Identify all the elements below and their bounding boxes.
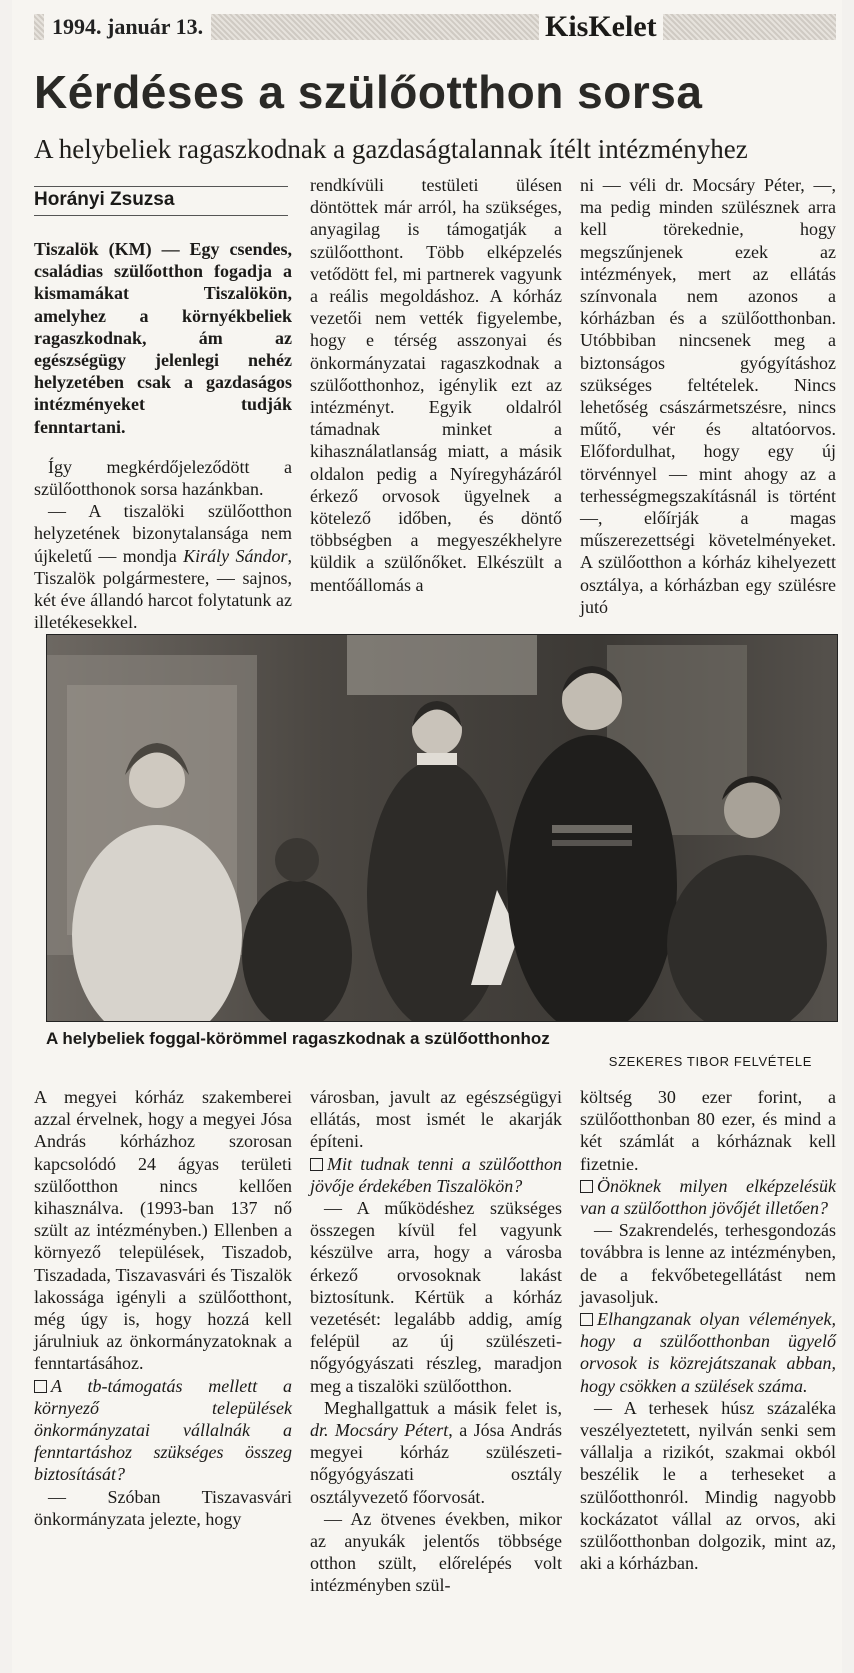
text: Meghallgattuk a másik felet is,: [324, 1397, 562, 1418]
subheadline: A helybeliek ragaszkodnak a gazdaságtalannak ítélt intézményhez: [34, 134, 748, 164]
interview-question: [580, 1175, 836, 1219]
paragraph: — Szakrendelés, terhesgondozás továbbra is lenne az intézményben, de a fekvőbetegellátást nem javasoljuk.: [580, 1220, 836, 1307]
paragraph: [34, 500, 292, 633]
question-box-icon: [580, 1313, 593, 1326]
headline: Kérdéses a szülőotthon sorsa: [34, 66, 703, 118]
paragraph: — A működéshez szükséges összegen kívül fel vagyunk készülve arra, hogy a városba érkező orvosoknak lakást biztosítunk. Kértük a kórház vezetését: legalább addig, amíg felépül az új szülészeti-nőgyógyászati részleg, maradjon meg a tiszalöki szülőotthon.: [310, 1198, 562, 1396]
person-name: dr. Mocsáry Pétert: [310, 1420, 449, 1441]
paragraph: — Az ötvenes években, mikor az anyukák jelentős többsége otthon szült, előrelépés volt intézményben szül-: [310, 1508, 562, 1596]
text: A tb-támogatás mellett a környező települések önkormányzatai vállalnák a fenntartáshoz szükséges összeg biztosítását?: [34, 1375, 292, 1485]
byline: Horányi Zsuzsa: [34, 186, 288, 216]
newspaper-page: [12, 0, 842, 1673]
column-1-bottom: [34, 1086, 292, 1530]
text: A megyei kórház szakemberei azzal érvelnek, hogy a megyei Jósa András kórházhoz szorosan kapcsolódó 24 ágyas területi szülőotthon nincs kellően kihasználva. (1993-ban 137 nő szült az intézményben.) Ellenben a környező települések, Tiszadob, Tiszadada, Tiszavasvári és Tiszalök lakossága igényli a szülőotthont, még úgy is, hogy hozzá kell járulniuk az önkormányzatoknak a fenntartásához.: [34, 1087, 292, 1374]
paragraph: városban, javult az egészségügyi ellátás, most ismét le akarják építeni.: [310, 1087, 562, 1152]
text: — A tiszalöki szülőotthon helyzetének bizonytalansága nem újkeletű — mondja: [34, 501, 292, 566]
column-3-bottom: [580, 1086, 836, 1574]
publication-date: 1994. január 13.: [44, 14, 211, 40]
text: Mit tudnak tenni a szülőotthon jövője érdekében Tiszalökön?: [310, 1153, 562, 1196]
question-box-icon: [34, 1380, 47, 1393]
column-2-top: [310, 174, 562, 596]
masthead: [34, 8, 836, 44]
text: , a Jósa András megyei kórház szülészeti-nőgyógyászati osztály osztályvezető főorvosát.: [310, 1420, 562, 1507]
paragraph: — Szóban Tiszavasvári önkormányzata jelezte, hogy: [34, 1486, 292, 1529]
question-box-icon: [580, 1180, 593, 1193]
column-2-bottom: [310, 1086, 562, 1597]
paragraph: [34, 1086, 292, 1375]
newspaper-brand: KisKelet: [539, 8, 663, 46]
text: , Tiszalök polgármestere, — sajnos, két éve állandó harcot folytatunk az illetékesekkel.: [34, 545, 292, 633]
lead-paragraph: Tiszalök (KM) — Egy csendes, családias szülőotthon fogadja a kismamákat Tiszalökön, amelyhez a környékbeliek ragaszkodnak, ám az egészségügy jelenlegi nehéz helyzetében csak a gazdaságos intézményeket tudják fenntartani.: [34, 239, 292, 437]
photo-credit: SZEKERES TIBOR FELVÉTELE: [608, 1054, 812, 1069]
paragraph: ni — véli dr. Mocsáry Péter, —, ma pedig minden szülésznek arra kell törekednie, hogy megszűnjenek ezek az intézmények, mert az ellátás színvonala nem azonos a kórházban és a szülőotthonban. Utóbbiban nincsenek meg a biztonságos gyógyításhoz szükséges feltételek. Nincs lehetőség császármetszésre, nincs műtő, vér és altatóorvos. Előfordulhat, hogy egy új törvénnyel — mint ahogy az a terhességmegszakításnál is történt —, előírják a magas műszerezettségi követelményeket. A szülőotthon a kórház kihelyezett osztálya, a kórházban egy szülésre jutó: [580, 175, 836, 617]
question-box-icon: [310, 1158, 323, 1171]
column-3-top: [580, 174, 836, 618]
interview-question: [34, 1375, 292, 1486]
photo-illustration: [47, 635, 837, 1021]
paragraph: — A terhesek húsz százaléka veszélyeztetett, nyilván senki sem vállalja a rizikót, szakmai okból beszélik le a terheseket a szülőotthonról. Mindig nagyobb kockázatot vállal az orvos, aki szülőotthonban dolgozik, mint az, aki a kórházban.: [580, 1397, 836, 1574]
text: Elhangzanak olyan vélemények, hogy a szülőotthonban ügyelő orvosok is közrejátszanak abban, hogy csökken a szülések száma.: [580, 1309, 836, 1396]
person-name: Király Sándor: [183, 545, 288, 566]
interview-question: [580, 1308, 836, 1397]
text: Önöknek milyen elképzelésük van a szülőotthon jövőjét illetően?: [580, 1175, 836, 1219]
paragraph: Így megkérdőjeleződött a szülőotthonok sorsa hazánkban.: [34, 456, 292, 500]
interview-question: [310, 1153, 562, 1197]
paragraph: rendkívüli testületi ülésen döntöttek már arról, ha szükséges, anyagilag is támogatják a szülőotthont. Több elképzelés vetődött fel, mi partnerek vagyunk a reális megoldáshoz. A kórház vezetői nem vették figyelembe, hogy e térség asszonyai és önkormányzatai ragaszkodnak a szülőotthonhoz, igénylik ezt az intézményt. Egyik oldalról támadnak minket a kihasználatlanság miatt, a másik oldalon pedig a Nyíregyházáról érkező orvosok ügyelnek a kötelező időben, és döntő többségben a megyeszékhelyre küldik a szülőnőket. Elkészült a mentőállomás a: [310, 175, 562, 595]
column-1-top: [34, 238, 292, 633]
news-photo: [46, 634, 838, 1022]
paragraph: költség 30 ezer forint, a szülőotthonban 80 ezer, és mind a két számlát a kórháznak kell fizetnie.: [580, 1087, 836, 1174]
photo-caption: A helybeliek foggal-körömmel ragaszkodnak a szülőotthonhoz: [46, 1029, 550, 1048]
paragraph: [310, 1397, 562, 1508]
